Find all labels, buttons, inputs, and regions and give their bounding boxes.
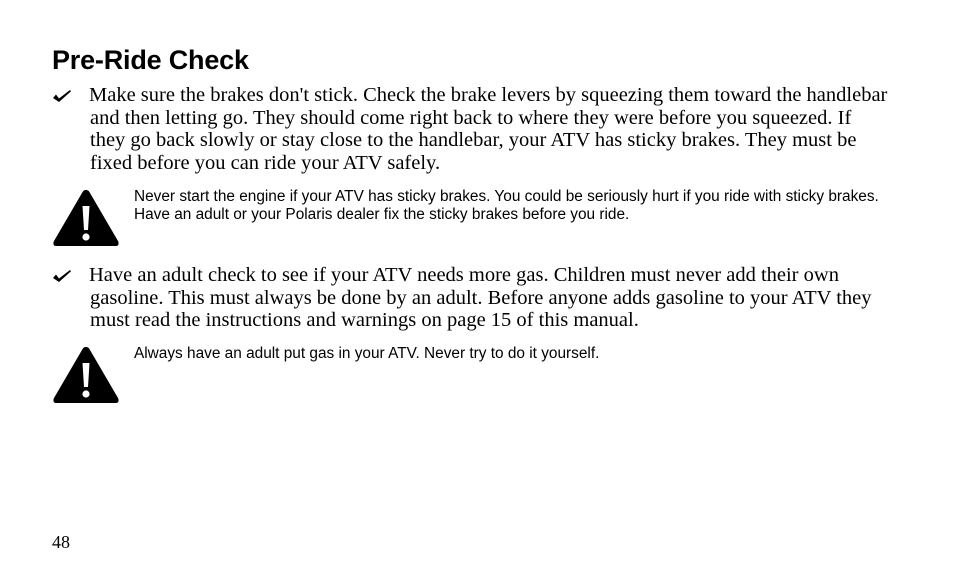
page-number: 48 bbox=[52, 532, 70, 552]
check-item-text: Have an adult check to see if your ATV needs more gas. Children must never add their own gasoline. This must always be done by an adult. Before anyone adds gasoline to your ATV they must read the instructions and warnings on page 15 of this manual. bbox=[89, 264, 872, 331]
warning-text: Never start the engine if your ATV has sticky brakes. You could be seriously hurt if you ride with sticky brakes. Have an adult or your Polaris dealer fix the sticky brakes before you ride. bbox=[134, 188, 879, 223]
warning-triangle-icon bbox=[52, 345, 120, 405]
check-item-text: Make sure the brakes don't stick. Check the brake levers by squeezing them toward the handlebar and then letting go. They should come right back to where they were before you squeezed. If they go back slowly or stay close to the handlebar, your ATV has sticky brakes. They must be fixed before you can ride your ATV safely. bbox=[89, 84, 888, 174]
check-mark-icon bbox=[52, 269, 72, 283]
check-mark-icon bbox=[52, 89, 72, 103]
warning-triangle-icon bbox=[52, 188, 120, 248]
page-title: Pre-Ride Check bbox=[52, 45, 249, 75]
check-item-brakes bbox=[52, 84, 892, 174]
warning-text: Always have an adult put gas in your ATV. Never try to do it yourself. bbox=[134, 345, 600, 362]
check-item-gas bbox=[52, 264, 892, 332]
